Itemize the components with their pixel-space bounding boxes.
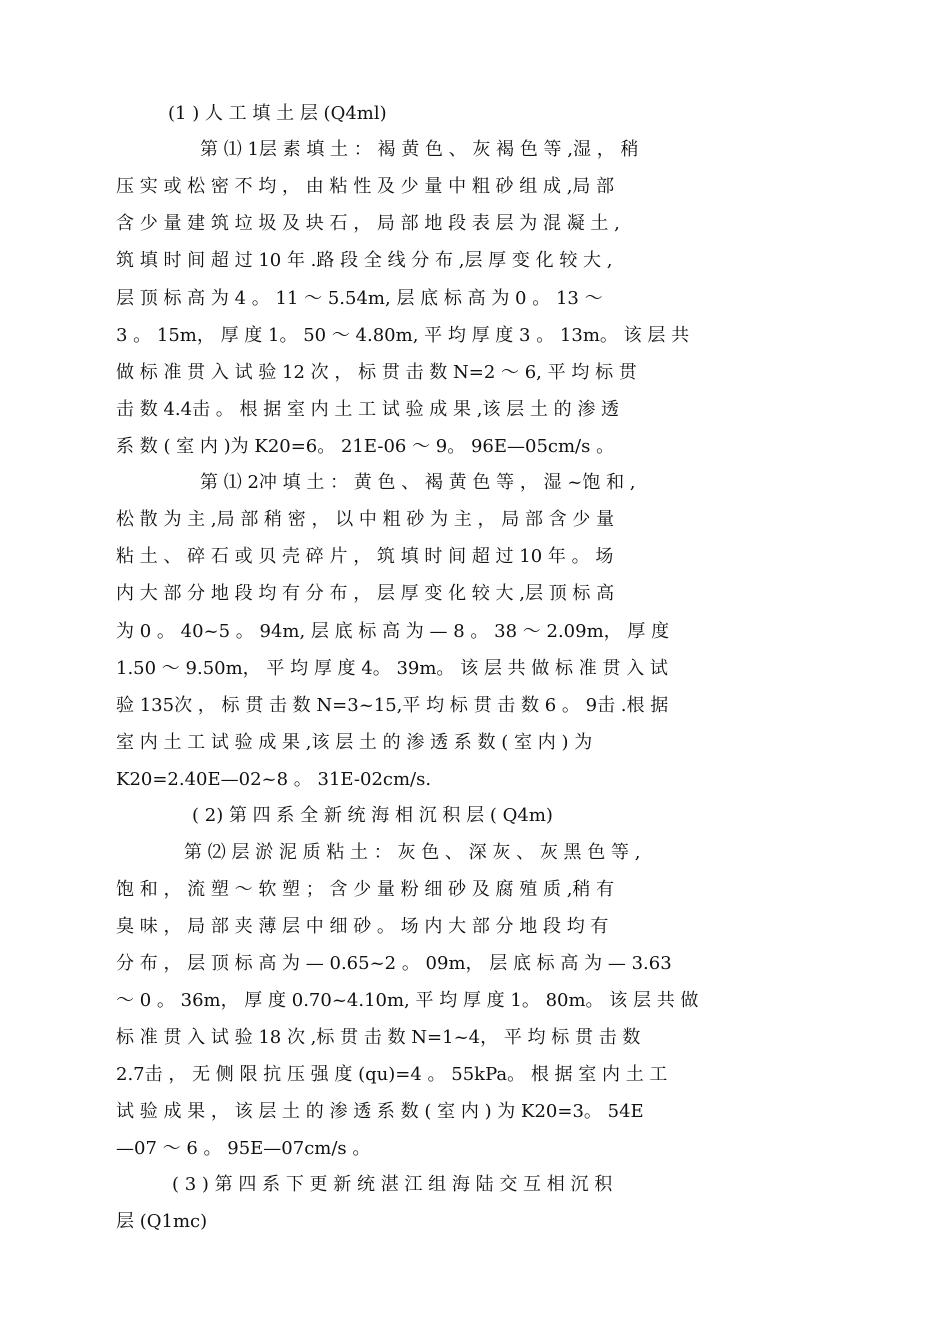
para-line: 内 大 部 分 地 段 均 有 分 布 ， 层 厚 变 化 较 大 ,层 顶 标 高 xyxy=(116,583,615,604)
para-line: 做 标 准 贯 入 试 验 12 次 ， 标 贯 击 数 N=2 ～ 6, 平 均 标 贯 xyxy=(116,362,637,383)
para-line: 验 135次 ， 标 贯 击 数 N=3~15,平 均 标 贯 击 数 6 。 9击 .根 据 xyxy=(116,695,669,716)
heading-lower-pleistocene-cont: 层 (Q1mc) xyxy=(116,1211,208,1232)
para-line: 分 布 ， 层 顶 标 高 为 — 0.65~2 。 09m， 层 底 标 高 为 — 3.63 xyxy=(116,953,672,974)
heading-holocene-marine: ( 2) 第 四 系 全 新 统 海 相 沉 积 层 ( Q4m) xyxy=(192,805,553,826)
para-line: 1.50 ～ 9.50m， 平 均 厚 度 4。 39m。 该 层 共 做 标 准 贯 入 试 xyxy=(116,658,668,679)
para-line: 第 ⑴ 1层 素 填 土 ： 褐 黄 色 、 灰 褐 色 等 ,湿 ， 稍 xyxy=(200,139,639,160)
heading-artificial-fill: (1 ) 人 工 填 土 层 (Q4ml) xyxy=(168,103,387,124)
para-line: 2.7击 ， 无 侧 限 抗 压 强 度 (qu)=4 。 55kPa。 根 据 室 内 土 工 xyxy=(116,1064,668,1085)
para-line: 松 散 为 主 ,局 部 稍 密 ， 以 中 粗 砂 为 主 ， 局 部 含 少 量 xyxy=(116,509,615,530)
para-line: 标 准 贯 入 试 验 18 次 ,标 贯 击 数 N=1~4， 平 均 标 贯 击 数 xyxy=(116,1027,641,1048)
para-line: 室 内 土 工 试 验 成 果 ,该 层 土 的 渗 透 系 数 ( 室 内 ) 为 xyxy=(116,732,593,753)
para-line: 含 少 量 建 筑 垃 圾 及 块 石 ， 局 部 地 段 表 层 为 混 凝 土 , xyxy=(116,213,620,234)
para-line: 层 顶 标 高 为 4 。 11 ～ 5.54m, 层 底 标 高 为 0 。 13 ～ xyxy=(116,288,603,309)
para-line: 第 ⑴ 2冲 填 土 ： 黄 色 、 褐 黄 色 等 ， 湿 ~饱 和 , xyxy=(200,472,636,493)
para-line: 饱 和 ， 流 塑 ～ 软 塑 ； 含 少 量 粉 细 砂 及 腐 殖 质 ,稍 有 xyxy=(116,879,615,900)
para-line: K20=2.40E—02~8 。 31E-02cm/s. xyxy=(116,769,432,790)
para-line: 3 。 15m， 厚 度 1。 50 ～ 4.80m, 平 均 厚 度 3 。 13m。 该 层 共 xyxy=(116,325,690,346)
para-line: —07 ～ 6 。 95E—07cm/s 。 xyxy=(116,1138,371,1159)
para-line: 击 数 4.4击 。 根 据 室 内 土 工 试 验 成 果 ,该 层 土 的 渗 透 xyxy=(116,399,620,420)
para-line: 试 验 成 果 ， 该 层 土 的 渗 透 系 数 ( 室 内 ) 为 K20=3。 54E xyxy=(116,1101,644,1122)
para-line: 为 0 。 40~5 。 94m, 层 底 标 高 为 — 8 。 38 ～ 2.09m， 厚 度 xyxy=(116,621,670,642)
heading-lower-pleistocene: ( 3 ) 第 四 系 下 更 新 统 湛 江 组 海 陆 交 互 相 沉 积 xyxy=(172,1174,613,1195)
para-line: 压 实 或 松 密 不 均 ， 由 粘 性 及 少 量 中 粗 砂 组 成 ,局 部 xyxy=(116,176,615,197)
para-line: 筑 填 时 间 超 过 10 年 .路 段 全 线 分 布 ,层 厚 变 化 较 大 , xyxy=(116,250,613,271)
para-line: 臭 味 ， 局 部 夹 薄 层 中 细 砂 。 场 内 大 部 分 地 段 均 有 xyxy=(116,916,609,937)
para-line: 粘 土 、 碎 石 或 贝 壳 碎 片 ， 筑 填 时 间 超 过 10 年 。 场 xyxy=(116,546,614,567)
para-line: ～ 0 。 36m， 厚 度 0.70~4.10m, 平 均 厚 度 1。 80m。 该 层 共 做 xyxy=(116,990,699,1011)
para-line: 第 ⑵ 层 淤 泥 质 粘 土 ： 灰 色 、 深 灰 、 灰 黑 色 等 , xyxy=(184,842,641,863)
para-line: 系 数 ( 室 内 )为 K20=6。 21E-06 ～ 9。 96E—05cm/s 。 xyxy=(116,436,615,457)
